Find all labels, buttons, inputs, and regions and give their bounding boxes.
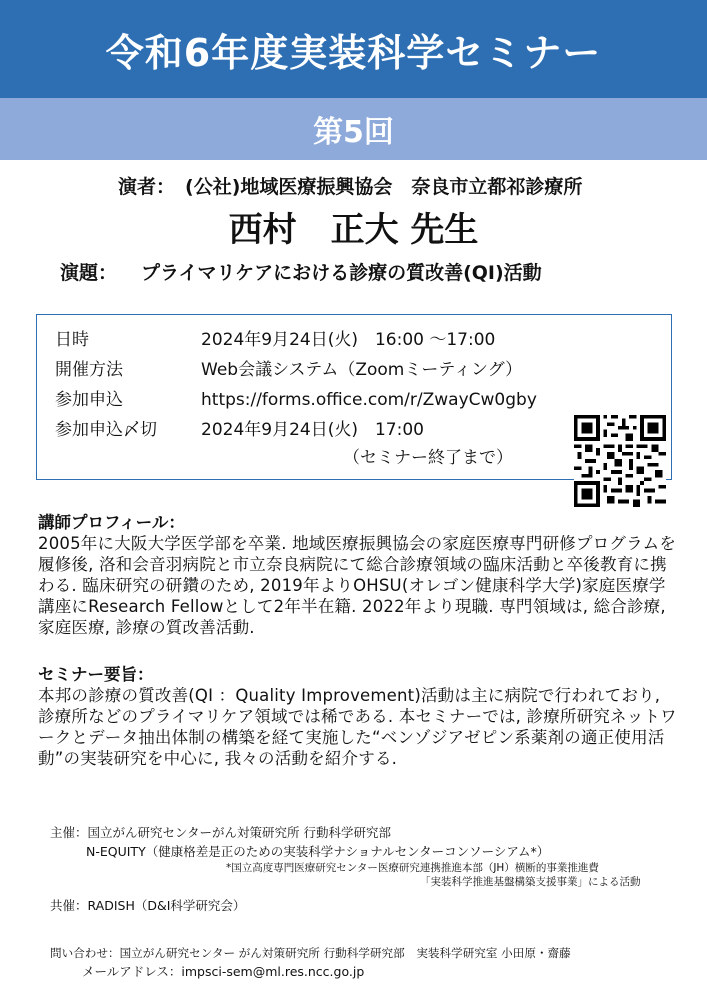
host-org: 主催：国立がん研究センターがん対策研究所 行動科学研究部 (50, 825, 391, 840)
title-banner (0, 0, 707, 98)
profile-heading: 講師プロフィール： (38, 513, 185, 532)
session-banner (0, 98, 707, 160)
deadline-label: 参加申込〆切 (55, 420, 157, 440)
profile-text: 2005年に大阪大学医学部を卒業. 地域医療振興協会の家庭医療専門研修プログラムを履修後, 洛和会音羽病院と市立奈良病院にて総合診療領域の臨床活動と卒後教育に携わる. 臨床研究の研鑽のため, 2019年よりOHSU(オレゴン健康科学大学)家庭医療学講座にResearch Fellowとして2年半在籍. 2022年より現職. 専門領域は, 総合診療, 家庭医療, 診療の質改善活動. (38, 534, 677, 637)
method-label: 開催方法 (55, 360, 123, 380)
deadline-note: （セミナー終了まで） (343, 448, 513, 468)
cohost-org: 共催：RADISH（D&I科学研究会） (50, 898, 246, 913)
seminar-title: 令和6年度実装科学セミナー (105, 30, 602, 75)
speaker-affiliation-line (118, 172, 582, 199)
session-number: 第5回 (313, 115, 394, 150)
method-row (55, 355, 522, 380)
datetime-value: 2024年9月24日(火) 16:00 ～17:00 (201, 330, 496, 350)
datetime-row (55, 325, 495, 350)
qr-code-icon[interactable] (574, 415, 666, 507)
summary-text: 本邦の診療の質改善(QI ：Quality Improvement)活動は主に病院で行われており, 診療所などのプライマリケア領域では稀である. 本セミナーでは, 診療所研究ネットワークとデータ抽出体制の構築を経て実施した“ベンゾジアゼピン系薬剤の適正使用活動”の実装研究を中心に, 我々の活動を紹介する. (38, 686, 677, 768)
speaker-name: 西村 正大 先生 (228, 210, 479, 250)
contact-line: 問い合わせ：国立がん研究センター がん対策研究所 行動科学研究部 実装科学研究室 小田原・齋藤 (50, 946, 571, 960)
speaker-label: 演者： (118, 176, 176, 198)
speaker-affiliation: (公社)地域医療振興協会 奈良市立都祁診療所 (185, 176, 583, 198)
n-equity-line: N-EQUITY（健康格差是正のための実装科学ナショナルセンターコンソーシアム*） (86, 844, 550, 859)
summary-heading: セミナー要旨： (38, 665, 154, 684)
topic-label: 演題： (60, 262, 118, 284)
summary-section (38, 664, 678, 769)
funding-note-2: 「実装科学推進基盤構築支援事業」による活動 (420, 876, 641, 888)
apply-link[interactable]: https://forms.office.com/r/ZwayCw0gby (201, 390, 537, 410)
deadline-row (55, 415, 424, 440)
topic-line (60, 258, 542, 285)
topic-title: プライマリケアにおける診療の質改善(QI)活動 (141, 262, 542, 284)
apply-label: 参加申込 (55, 390, 123, 410)
deadline-value: 2024年9月24日(火) 17:00 (201, 420, 424, 440)
contact-email[interactable]: メールアドレス：impsci-sem@ml.res.ncc.go.jp (82, 964, 365, 979)
funding-note-1: *国立高度専門医療研究センター医療研究連携推進本部（JH）横断的事業推進費 (226, 862, 599, 874)
method-value: Web会議システム（Zoomミーティング） (201, 360, 523, 380)
datetime-label: 日時 (55, 330, 89, 350)
profile-section (38, 512, 678, 638)
apply-row (55, 385, 537, 410)
